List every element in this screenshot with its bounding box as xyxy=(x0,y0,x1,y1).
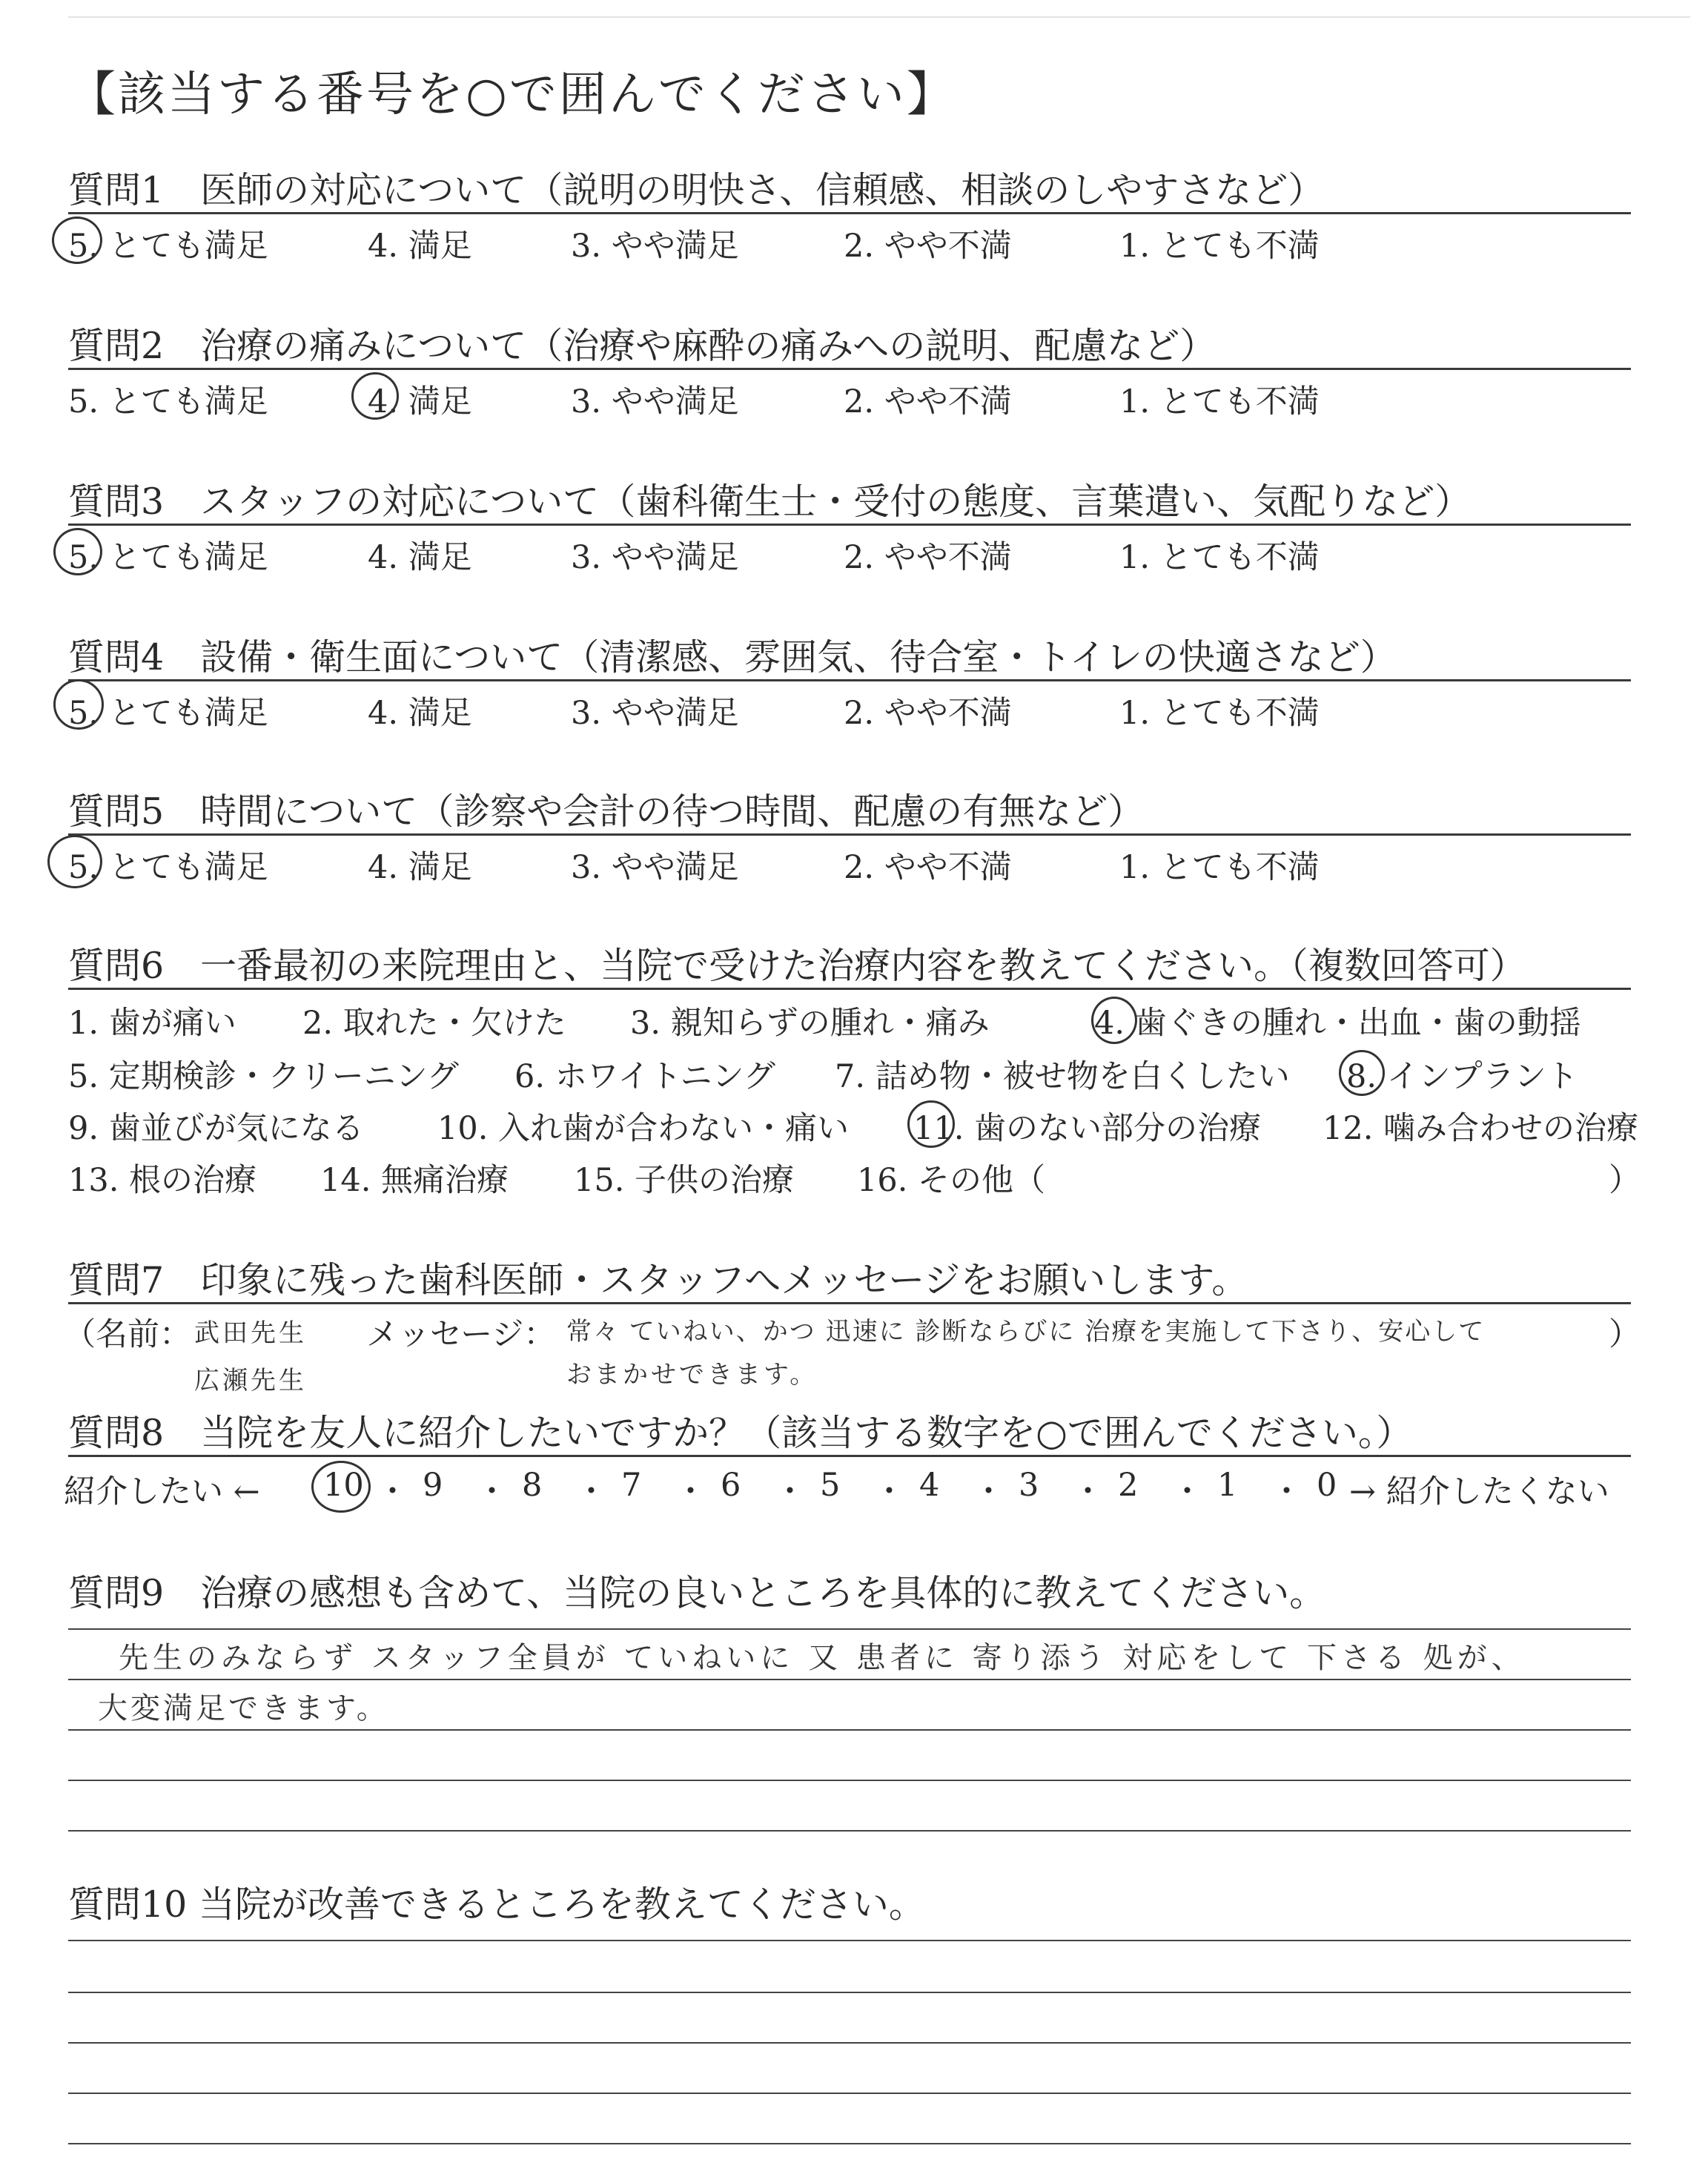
message-close-paren: ） xyxy=(1609,1316,1641,1353)
selection-circle xyxy=(52,217,102,264)
question-rule xyxy=(68,833,1631,836)
answer-line xyxy=(68,2042,1631,2044)
answer-line xyxy=(68,2093,1631,2094)
recommend-left-label: 紹介したい ← xyxy=(64,1473,260,1510)
reason-option-7[interactable]: 7. 詰め物・被せ物を白くしたい xyxy=(835,1058,1290,1095)
option-1[interactable]: 1. とても不満 xyxy=(1119,383,1320,420)
question-heading: 質問10 当院が改善できるところを教えてください。 xyxy=(68,1883,925,1926)
scale-value-1[interactable]: 1 xyxy=(1217,1467,1238,1504)
option-4[interactable]: 4. 満足 xyxy=(368,228,472,265)
page-title: 【該当する番号を○で囲んでください】 xyxy=(68,67,956,122)
option-2[interactable]: 2. やや不満 xyxy=(844,539,1012,576)
reason-option-14[interactable]: 14. 無痛治療 xyxy=(320,1162,509,1199)
answer-line xyxy=(68,1679,1631,1680)
answer-line xyxy=(68,1780,1631,1781)
recommend-right-label: → 紹介したくない xyxy=(1349,1473,1609,1510)
option-2[interactable]: 2. やや不満 xyxy=(844,695,1012,732)
scale-value-5[interactable]: 5 xyxy=(820,1467,841,1504)
question-heading: 質問5 時間について（診察や会計の待つ時間、配慮の有無など） xyxy=(68,790,1145,833)
option-5[interactable]: 5. とても満足 xyxy=(68,539,268,576)
reason-option-2[interactable]: 2. 取れた・欠けた xyxy=(302,1005,566,1042)
question-rule xyxy=(68,988,1631,990)
option-1[interactable]: 1. とても不満 xyxy=(1119,695,1320,732)
selection-circle xyxy=(47,835,102,888)
option-2[interactable]: 2. やや不満 xyxy=(844,849,1012,886)
option-4[interactable]: 4. 満足 xyxy=(368,383,472,420)
reason-option-15[interactable]: 15. 子供の治療 xyxy=(574,1162,795,1199)
option-3[interactable]: 3. やや満足 xyxy=(571,849,739,886)
reason-option-16[interactable]: 16. その他（ xyxy=(857,1162,1046,1199)
scale-value-8[interactable]: 8 xyxy=(522,1467,543,1504)
top-border xyxy=(68,16,1690,18)
selection-circle xyxy=(907,1100,955,1148)
option-4[interactable]: 4. 満足 xyxy=(368,695,472,732)
handwritten-answer-line-1: 先生のみならず スタッフ全員が ていねいに 又 患者に 寄り添う 対応をして 下さる 処が、 xyxy=(119,1641,1526,1675)
scale-separator: ・ xyxy=(1271,1473,1302,1510)
option-3[interactable]: 3. やや満足 xyxy=(571,228,739,265)
scale-separator: ・ xyxy=(675,1473,706,1510)
option-2[interactable]: 2. やや不満 xyxy=(844,228,1012,265)
question-heading: 質問3 スタッフの対応について（歯科衛生士・受付の態度、言葉遣い、気配りなど） xyxy=(68,480,1472,523)
question-heading: 質問8 当院を友人に紹介したいですか？（該当する数字を○で囲んでください。） xyxy=(68,1412,1413,1454)
scale-value-3[interactable]: 3 xyxy=(1019,1467,1039,1504)
answer-line xyxy=(68,1830,1631,1832)
option-3[interactable]: 3. やや満足 xyxy=(571,539,739,576)
scale-value-0[interactable]: 0 xyxy=(1317,1467,1337,1504)
question-rule xyxy=(68,368,1631,370)
option-5[interactable]: 5. とても満足 xyxy=(68,849,268,886)
option-3[interactable]: 3. やや満足 xyxy=(571,383,739,420)
question-rule xyxy=(68,679,1631,681)
reason-option-6[interactable]: 6. ホワイトニング xyxy=(514,1058,775,1095)
handwritten-name-2: 広瀬先生 xyxy=(194,1366,307,1396)
reason-option-13[interactable]: 13. 根の治療 xyxy=(68,1162,257,1199)
other-close-paren: ） xyxy=(1609,1162,1641,1199)
selection-circle xyxy=(351,372,399,420)
scale-separator: ・ xyxy=(1072,1473,1104,1510)
reason-option-3[interactable]: 3. 親知らずの腫れ・痛み xyxy=(630,1005,990,1042)
option-2[interactable]: 2. やや不満 xyxy=(844,383,1012,420)
answer-line xyxy=(68,1729,1631,1731)
message-label: メッセージ： xyxy=(366,1316,556,1353)
scale-separator: ・ xyxy=(973,1473,1004,1510)
name-label: （名前： xyxy=(64,1316,191,1353)
option-5[interactable]: 5. とても満足 xyxy=(68,383,268,420)
handwritten-message-line-2: おまかせできます。 xyxy=(566,1360,818,1390)
handwritten-message-line-1: 常々 ていねい、かつ 迅速に 診断ならびに 治療を実施して下さり、安心して xyxy=(566,1317,1486,1347)
scale-separator: ・ xyxy=(873,1473,905,1510)
option-5[interactable]: 5. とても満足 xyxy=(68,228,268,265)
option-1[interactable]: 1. とても不満 xyxy=(1119,539,1320,576)
scale-value-10[interactable]: 10 xyxy=(323,1467,364,1504)
reason-option-11[interactable]: 11. 歯のない部分の治療 xyxy=(913,1110,1262,1147)
question-heading: 質問4 設備・衛生面について（清潔感、雰囲気、待合室・トイレの快適さなど） xyxy=(68,636,1397,678)
scale-separator: ・ xyxy=(476,1473,508,1510)
reason-option-5[interactable]: 5. 定期検診・クリーニング xyxy=(68,1058,459,1095)
scale-value-9[interactable]: 9 xyxy=(423,1467,443,1504)
scale-value-7[interactable]: 7 xyxy=(621,1467,642,1504)
question-heading: 質問7 印象に残った歯科医師・スタッフへメッセージをお願いします。 xyxy=(68,1259,1248,1301)
reason-option-4[interactable]: 4. 歯ぐきの腫れ・出血・歯の動揺 xyxy=(1094,1005,1581,1042)
answer-line xyxy=(68,2143,1631,2144)
question-heading: 質問2 治療の痛みについて（治療や麻酔の痛みへの説明、配慮など） xyxy=(68,325,1217,367)
answer-line xyxy=(68,1940,1631,1941)
selection-circle xyxy=(1091,997,1137,1044)
scale-separator: ・ xyxy=(377,1473,408,1510)
selection-circle xyxy=(311,1461,371,1513)
option-1[interactable]: 1. とても不満 xyxy=(1119,228,1320,265)
option-4[interactable]: 4. 満足 xyxy=(368,849,472,886)
option-4[interactable]: 4. 満足 xyxy=(368,539,472,576)
question-rule xyxy=(68,1302,1631,1304)
answer-line xyxy=(68,1628,1631,1630)
handwritten-name-1: 武田先生 xyxy=(194,1318,307,1348)
reason-option-12[interactable]: 12. 噛み合わせの治療 xyxy=(1323,1110,1639,1147)
scale-separator: ・ xyxy=(1171,1473,1203,1510)
reason-option-10[interactable]: 10. 入れ歯が合わない・痛い xyxy=(437,1110,850,1147)
question-heading: 質問1 医師の対応について（説明の明快さ、信頼感、相談のしやすさなど） xyxy=(68,169,1325,211)
answer-line xyxy=(68,1992,1631,1993)
reason-option-9[interactable]: 9. 歯並びが気になる xyxy=(68,1110,364,1147)
question-rule xyxy=(68,524,1631,526)
question-heading: 質問6 一番最初の来院理由と、当院で受けた治療内容を教えてください。（複数回答可） xyxy=(68,945,1526,987)
question-rule xyxy=(68,212,1631,214)
question-heading: 質問9 治療の感想も含めて、当院の良いところを具体的に教えてください。 xyxy=(68,1572,1326,1614)
scale-value-4[interactable]: 4 xyxy=(919,1467,940,1504)
option-1[interactable]: 1. とても不満 xyxy=(1119,849,1320,886)
selection-circle xyxy=(53,679,104,730)
reason-option-1[interactable]: 1. 歯が痛い xyxy=(68,1005,236,1042)
scale-separator: ・ xyxy=(774,1473,806,1510)
question-rule xyxy=(68,1455,1631,1457)
option-3[interactable]: 3. やや満足 xyxy=(571,695,739,732)
option-5[interactable]: 5. とても満足 xyxy=(68,695,268,732)
selection-circle xyxy=(1339,1050,1385,1096)
scale-value-6[interactable]: 6 xyxy=(721,1467,741,1504)
scale-value-2[interactable]: 2 xyxy=(1118,1467,1139,1504)
scale-separator: ・ xyxy=(575,1473,607,1510)
selection-circle xyxy=(53,528,102,575)
handwritten-answer-line-2: 大変満足できます。 xyxy=(98,1691,389,1725)
reason-option-8[interactable]: 8. インプラント xyxy=(1346,1058,1578,1095)
